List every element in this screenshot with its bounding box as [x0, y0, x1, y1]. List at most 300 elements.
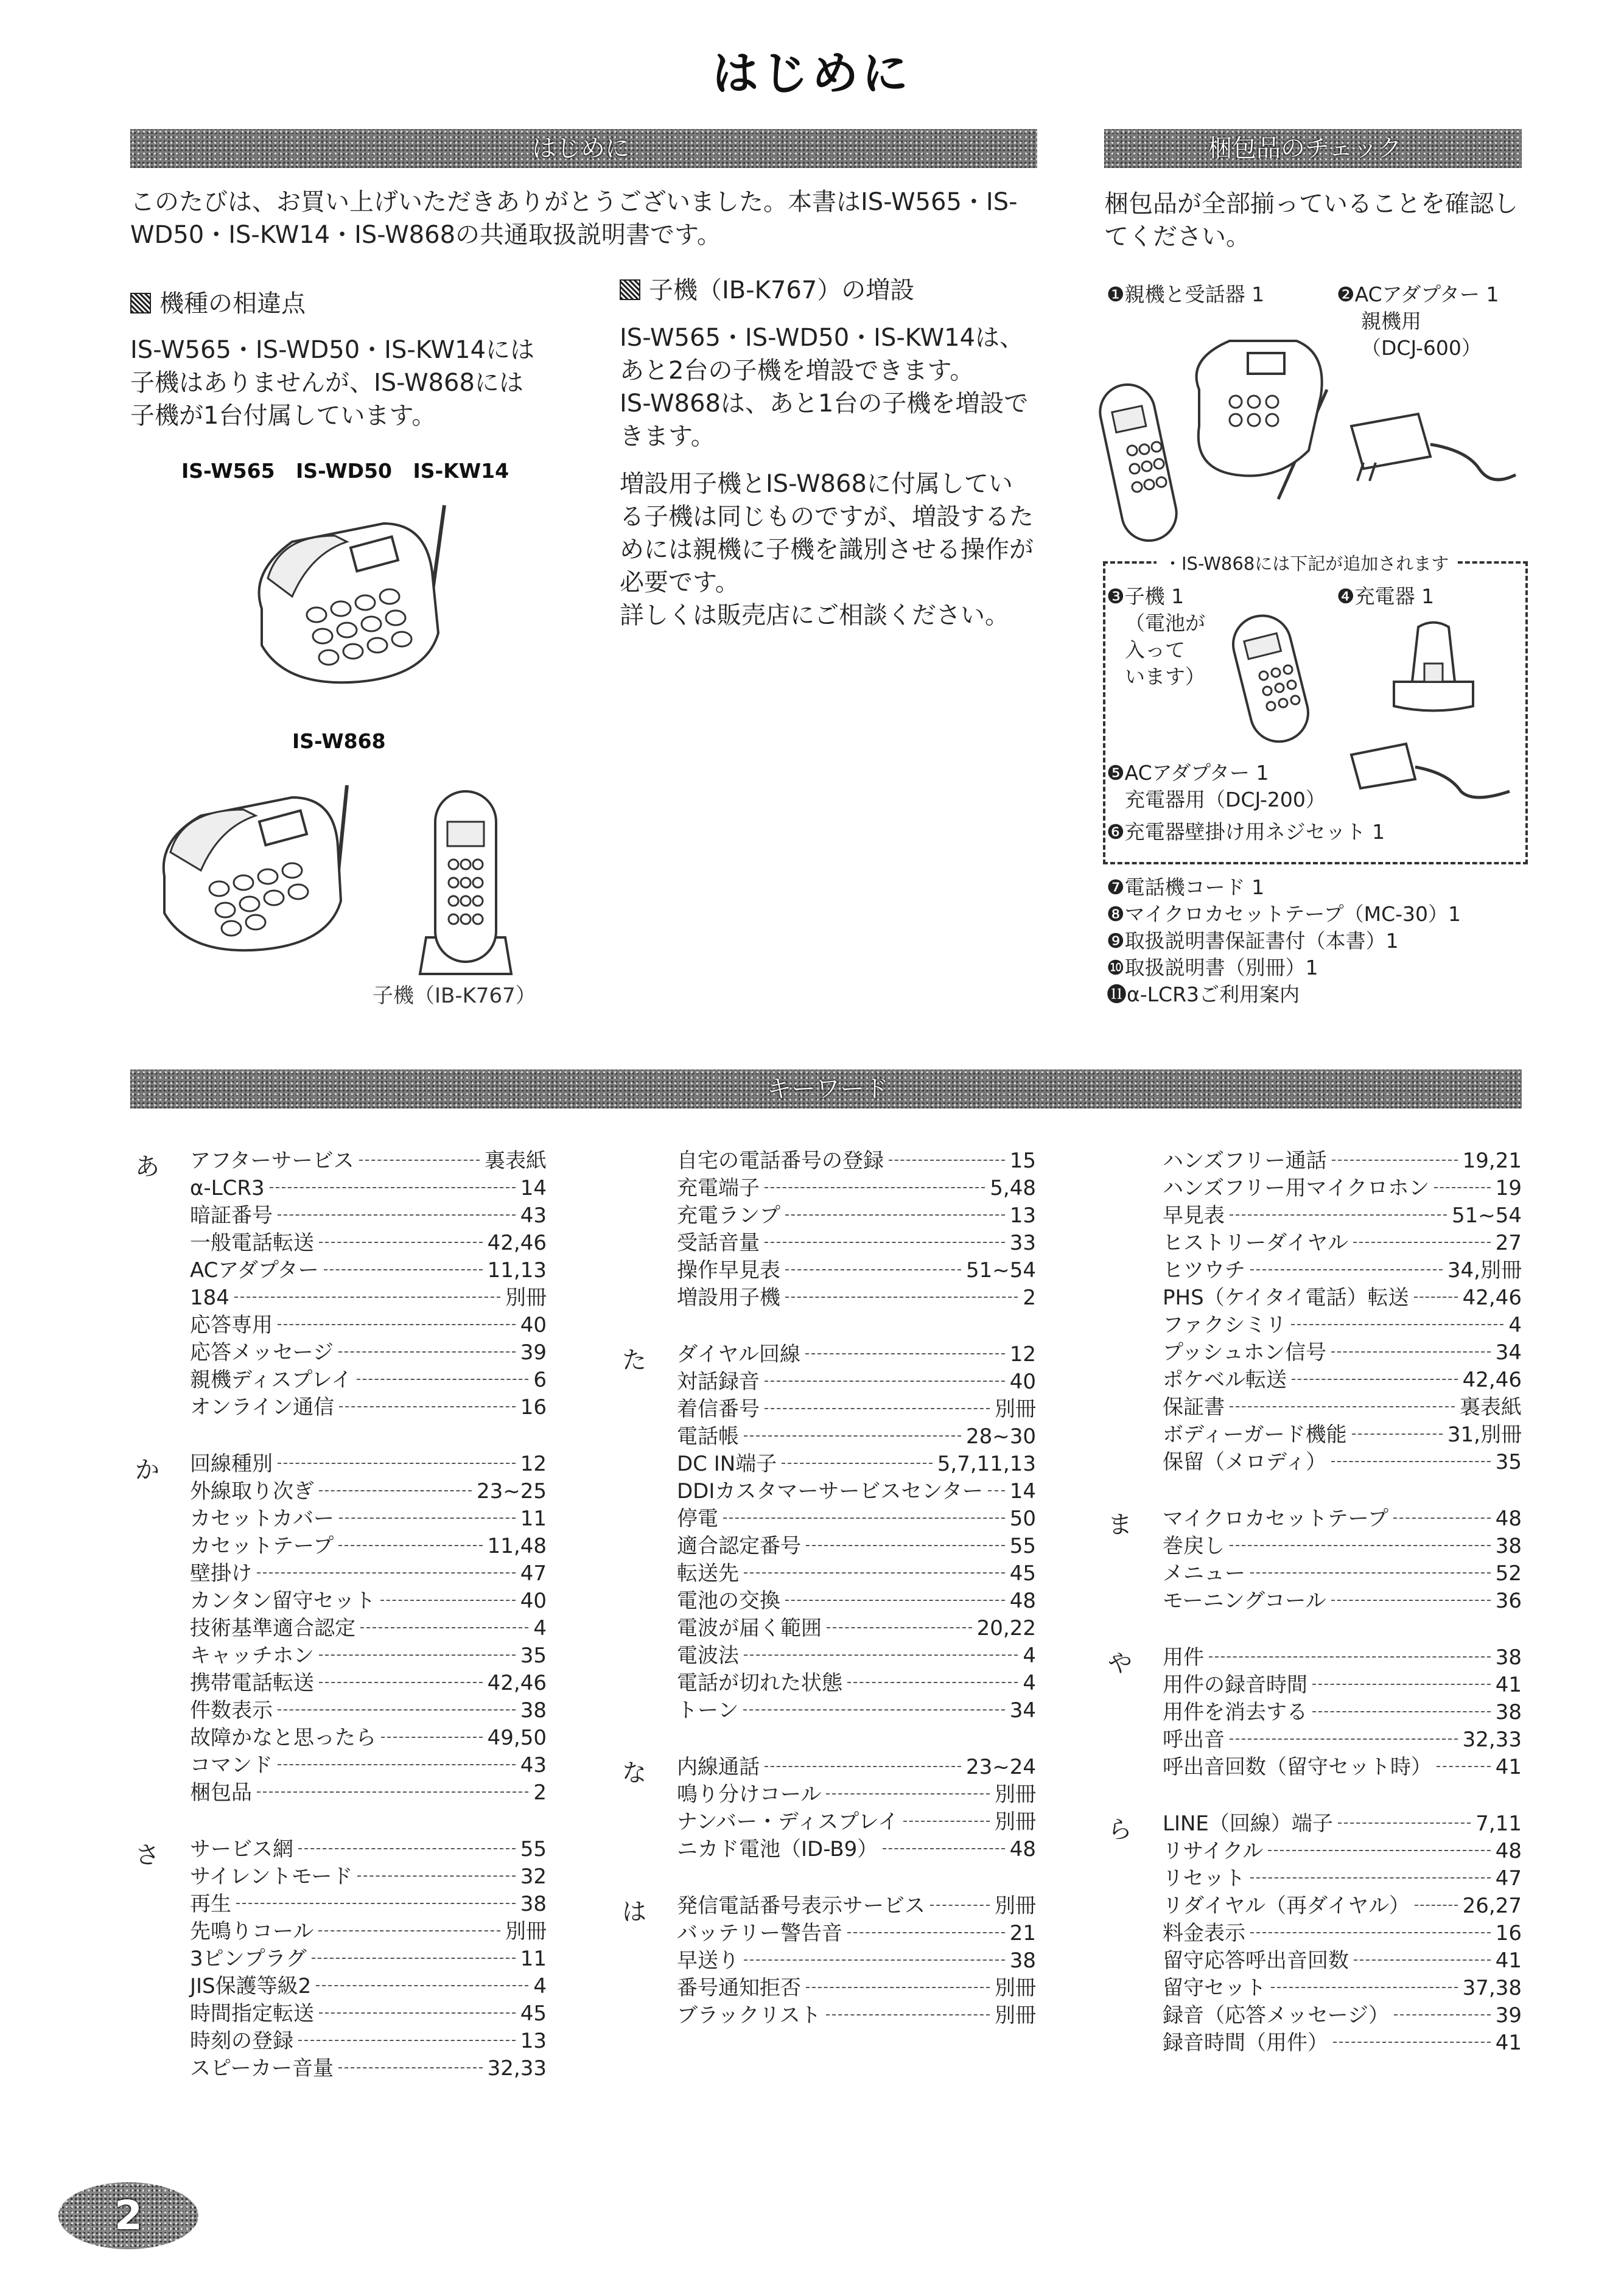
keyword-page-ref: 39 [520, 1340, 547, 1365]
keyword-entry [1163, 1975, 1522, 2002]
leader-dots [324, 1269, 483, 1270]
keyword-entry [677, 1947, 1036, 1975]
keyword-term: 電話が切れた状態 [677, 1671, 842, 1695]
keyword-term: α-LCR3 [190, 1176, 265, 1200]
leader-dots [1271, 1987, 1458, 1988]
keyword-term: 用件の録音時間 [1163, 1673, 1307, 1697]
keyword-page-ref: 35 [520, 1644, 547, 1668]
keyword-page-ref: 6 [533, 1368, 547, 1392]
leader-dots [316, 1985, 528, 1986]
leader-dots [1352, 1434, 1443, 1435]
keyword-entry [1163, 1257, 1522, 1284]
keyword-term: 梱包品 [190, 1781, 252, 1805]
leader-dots [360, 1627, 528, 1628]
leader-dots [338, 1351, 516, 1353]
leader-dots [785, 1600, 1005, 1601]
keyword-term: 再生 [190, 1892, 231, 1916]
keyword-page-ref: 38 [520, 1892, 547, 1916]
leader-dots [318, 1930, 500, 1931]
keyword-entry [190, 1670, 547, 1697]
keyword-page-ref: 27 [1495, 1231, 1522, 1255]
keyword-term: 応答メッセージ [190, 1340, 334, 1365]
keyword-page-ref: 40 [520, 1313, 547, 1337]
keyword-entry [1163, 1838, 1522, 1865]
keyword-page-ref: 33 [1009, 1231, 1036, 1255]
keyword-page-ref: 別冊 [995, 2003, 1036, 2028]
keyword-entry [677, 1615, 1036, 1642]
keyword-term: リダイヤル（再ダイヤル） [1163, 1894, 1410, 1918]
keyword-term: ハンズフリー用マイクロホン [1163, 1176, 1430, 1200]
intro-section-title: はじめに [532, 135, 629, 163]
leader-dots [319, 2012, 516, 2014]
keyword-page-ref: 51~54 [965, 1258, 1036, 1283]
keyword-entry [1163, 1449, 1522, 1476]
keyword-entry [1163, 1726, 1522, 1754]
keyword-page-ref: 42,46 [1462, 1286, 1522, 1310]
keyword-term: 一般電話転送 [190, 1231, 314, 1255]
leader-dots [1354, 1959, 1491, 1961]
keyword-page-ref: 38 [520, 1698, 547, 1723]
keyword-term: 対話録音 [677, 1370, 760, 1394]
keyword-page-ref: 20,22 [976, 1616, 1036, 1640]
keyword-term: 早見表 [1163, 1203, 1225, 1228]
keyword-entry [190, 1945, 547, 1973]
keyword-page-ref: 4 [1508, 1313, 1522, 1337]
keyword-page-ref: 55 [520, 1837, 547, 1861]
page-title: はじめに [712, 46, 912, 100]
leader-dots [806, 1545, 1005, 1546]
keyword-entry [190, 1836, 547, 1863]
leader-dots [1331, 1600, 1491, 1601]
package-section-bar [1104, 129, 1522, 168]
keyword-group [1108, 1147, 1522, 1476]
leader-dots [1250, 1572, 1491, 1574]
keyword-page-ref: 13 [520, 2029, 547, 2053]
leader-dots [319, 1682, 483, 1683]
package-item-6: ❻充電器壁掛け用ネジセット 1 [1107, 820, 1385, 844]
keyword-term: 電池の交換 [677, 1589, 780, 1613]
models-diff-text: IS-W565・IS-WD50・IS-KW14には 子機はありませんが、IS-W868には 子機が1台付属しています。 [130, 336, 535, 430]
keyword-entry [190, 1284, 547, 1312]
handset-caption: 子機（IB-K767） [373, 984, 536, 1008]
keyword-page-ref: 40 [520, 1589, 547, 1613]
package-intro: 梱包品が全部揃っていることを確認し てください。 [1104, 190, 1518, 251]
leader-dots [1230, 1406, 1455, 1407]
keyword-page-ref: 50 [1009, 1507, 1036, 1531]
keyword-entry [190, 1533, 547, 1560]
keyword-term: 用件 [1163, 1645, 1204, 1670]
keyword-page-ref: 48 [1495, 1839, 1522, 1863]
leader-dots [883, 1848, 1005, 1849]
keyword-entry [190, 1230, 547, 1257]
handset-illustration [1217, 609, 1333, 749]
leader-dots [1393, 1518, 1491, 1519]
keyword-term: 録音（応答メッセージ） [1163, 2003, 1389, 2028]
leader-dots [723, 1518, 1005, 1519]
keyword-term: PHS（ケイタイ電話）転送 [1163, 1286, 1409, 1310]
keyword-entry [190, 1175, 547, 1202]
keyword-term: DDIカスタマーサービスセンター [677, 1479, 984, 1504]
keyword-group [622, 1893, 1036, 2029]
keyword-page-ref: 34 [1495, 1340, 1522, 1365]
leader-dots [744, 1572, 1005, 1574]
keyword-group [1108, 1505, 1522, 1615]
keyword-term: ブラックリスト [677, 2003, 821, 2028]
keyword-page-ref: 2 [533, 1781, 547, 1805]
keyword-kana-heading: か [135, 1456, 159, 1484]
keyword-term: 電話帳 [677, 1424, 739, 1449]
leader-dots [1230, 1214, 1447, 1216]
ac-adapter-illustration [1333, 402, 1522, 505]
package-item-5: ❺ACアダプター 1 充電器用（DCJ-200） [1107, 761, 1326, 811]
leader-dots [765, 1408, 990, 1409]
keyword-entry [1163, 1672, 1522, 1699]
keyword-term: ヒツウチ [1163, 1258, 1245, 1283]
keyword-term: DC IN端子 [677, 1452, 777, 1476]
keyword-page-ref: 別冊 [995, 1782, 1036, 1807]
keyword-entry [1163, 2029, 1522, 2057]
keyword-entry [677, 1396, 1036, 1423]
leader-dots [847, 1682, 1018, 1683]
leader-dots [765, 1381, 1005, 1382]
keyword-entry [677, 1147, 1036, 1175]
keyword-entry [677, 1451, 1036, 1478]
heading-marker-icon [130, 293, 151, 313]
keyword-term: リセット [1163, 1866, 1245, 1891]
keyword-entry [1163, 1312, 1522, 1339]
keyword-entry [1163, 1865, 1522, 1893]
leader-dots [903, 1821, 990, 1822]
keyword-page-ref: 4 [533, 1616, 547, 1640]
leader-dots [1292, 1379, 1458, 1380]
leader-dots [930, 1905, 990, 1906]
keyword-group [135, 1451, 547, 1807]
keyword-kana-heading: や [1108, 1650, 1132, 1678]
leader-dots [765, 1242, 1005, 1243]
leader-dots [1414, 1297, 1458, 1298]
keyword-kana-heading: は [622, 1898, 646, 1926]
keyword-page-ref: 47 [520, 1561, 547, 1586]
keyword-term: 外線取り次ぎ [190, 1479, 314, 1504]
keyword-entry [677, 1670, 1036, 1697]
leader-dots [381, 1737, 483, 1738]
charger-illustration [1382, 615, 1485, 718]
keyword-entry [190, 1147, 547, 1175]
keyword-term: リサイクル [1163, 1839, 1264, 1863]
keyword-entry [677, 2002, 1036, 2029]
leader-dots [359, 1160, 480, 1161]
keyword-entry [677, 1533, 1036, 1560]
keyword-entry [677, 1975, 1036, 2002]
keyword-term: プッシュホン信号 [1163, 1340, 1326, 1365]
leader-dots [1312, 1711, 1491, 1712]
leader-dots [278, 1214, 516, 1216]
package-item-1: ❶親機と受話器 1 [1107, 282, 1265, 306]
keyword-page-ref: 19,21 [1462, 1149, 1522, 1173]
keyword-term: 応答専用 [190, 1313, 273, 1337]
keyword-entry [1163, 2002, 1522, 2029]
keyword-term: 操作早見表 [677, 1258, 780, 1283]
keyword-section-title: キーワード [767, 1075, 889, 1103]
handset-add-para1: IS-W565・IS-WD50・IS-KW14は、 あと2台の子機を増設できます。 IS-W868は、あと1台の子機を増設で きます。 [620, 324, 1029, 450]
leader-dots [278, 1463, 516, 1464]
keyword-term: カセットテープ [190, 1534, 334, 1558]
keyword-page-ref: 45 [1009, 1561, 1036, 1586]
keyword-page-ref: 32,33 [487, 2056, 547, 2081]
keyword-page-ref: 48 [1009, 1837, 1036, 1861]
keyword-entry [190, 1752, 547, 1779]
leader-dots [357, 1379, 528, 1380]
keyword-group [135, 1147, 547, 1421]
keyword-page-ref: 41 [1495, 1949, 1522, 1973]
keyword-page-ref: 別冊 [505, 1286, 547, 1310]
leader-dots [826, 2014, 990, 2015]
keyword-term: 暗証番号 [190, 1203, 273, 1228]
leader-dots [1250, 1877, 1491, 1879]
leader-dots [744, 1435, 961, 1437]
keyword-entry [677, 1478, 1036, 1505]
keyword-page-ref: 12 [1009, 1342, 1036, 1367]
keyword-term: 鳴り分けコール [677, 1782, 822, 1807]
keyword-entry [677, 1697, 1036, 1725]
keyword-entry [677, 1368, 1036, 1396]
keyword-entry [1163, 1699, 1522, 1726]
leader-dots [257, 1572, 516, 1574]
keyword-term: 留守応答呼出音回数 [1163, 1949, 1349, 1973]
keyword-entry [1163, 1533, 1522, 1560]
keyword-entry [1163, 1202, 1522, 1230]
keyword-term: 壁掛け [190, 1561, 252, 1586]
keyword-page-ref: 別冊 [995, 1894, 1036, 1918]
intro-line: このたびは、お買い上げいただきありがとうございました。本書はIS-W565・IS- [130, 188, 1018, 216]
keyword-term: 時刻の登録 [190, 2029, 293, 2053]
keyword-entry [190, 1312, 547, 1339]
leader-dots [298, 2040, 516, 2041]
list-item: ⓫α-LCR3ご利用案内 [1107, 982, 1300, 1006]
keyword-term: 先鳴りコール [190, 1919, 314, 1944]
leader-dots [1250, 1932, 1491, 1933]
keyword-page-ref: 41 [1495, 2031, 1522, 2055]
handset-add-para2: 増設用子機とIS-W868に付属してい る子機は同じものですが、増設するた めには親機に子機を識別させる操作が 必要です。 詳しくは販売店にご相談ください。 [620, 470, 1034, 629]
keyword-term: 留守セット [1163, 1976, 1266, 2000]
keyword-term: 故障かなと思ったら [190, 1726, 376, 1750]
keyword-entry [190, 1257, 547, 1284]
leader-dots [765, 1187, 985, 1188]
leader-dots [1291, 1324, 1503, 1325]
keyword-entry [677, 1257, 1036, 1284]
keyword-term: マイクロカセットテープ [1163, 1507, 1388, 1531]
keyword-page-ref: 14 [520, 1176, 547, 1200]
keyword-page-ref: 21 [1009, 1921, 1036, 1945]
keyword-page-ref: 11 [520, 1507, 547, 1531]
keyword-entry [1163, 1588, 1522, 1615]
leader-dots [357, 1875, 515, 1877]
keyword-term: 料金表示 [1163, 1921, 1245, 1945]
keyword-term: 発信電話番号表示サービス [677, 1894, 925, 1918]
leader-dots [319, 1490, 472, 1491]
leader-dots [278, 1324, 516, 1325]
keyword-entry [190, 1339, 547, 1367]
leader-dots [319, 1654, 516, 1656]
keyword-term: オンライン通信 [190, 1395, 334, 1420]
keyword-term: 技術基準適合認定 [190, 1616, 355, 1640]
keyword-term: 用件を消去する [1163, 1700, 1307, 1725]
keyword-group [622, 1754, 1036, 1863]
keyword-entry [1163, 1560, 1522, 1588]
leader-dots [298, 1848, 516, 1849]
leader-dots [1394, 2014, 1491, 2015]
keyword-page-ref: 34 [1009, 1698, 1036, 1723]
keyword-page-ref: 裏表紙 [485, 1149, 547, 1173]
keyword-entry [190, 1615, 547, 1642]
keyword-kana-heading: ら [1108, 1816, 1132, 1844]
leader-dots [312, 1958, 516, 1959]
keyword-term: 件数表示 [190, 1698, 273, 1723]
package-item-2: ❷ACアダプター 1 親機用 （DCJ-600） [1337, 282, 1499, 360]
keyword-page-ref: 5,7,11,13 [937, 1452, 1036, 1476]
keyword-page-ref: 40 [1009, 1370, 1036, 1394]
leader-dots [1415, 1905, 1458, 1906]
leader-dots [319, 1242, 483, 1243]
keyword-entry [1163, 1893, 1522, 1920]
page-number: 2 [58, 2182, 198, 2249]
keyword-term: 電波が届く範囲 [677, 1616, 822, 1640]
keyword-term: 着信番号 [677, 1397, 760, 1421]
keyword-page-ref: 38 [1495, 1645, 1522, 1670]
keyword-page-ref: 23~24 [965, 1755, 1036, 1779]
keyword-term: ニカド電池（ID-B9） [677, 1837, 878, 1861]
leader-dots [380, 1600, 516, 1601]
leader-dots [1353, 1242, 1491, 1243]
package-other-items [1107, 874, 1461, 1008]
keyword-entry [190, 1560, 547, 1588]
keyword-page-ref: 38 [1495, 1534, 1522, 1558]
keyword-entry [190, 2028, 547, 2055]
leader-dots [257, 1791, 528, 1793]
keyword-entry [190, 1642, 547, 1670]
leader-dots [889, 1160, 1005, 1161]
keyword-page-ref: 13 [1009, 1203, 1036, 1228]
models-diff-heading: 機種の相違点 [130, 287, 306, 320]
leader-dots [782, 1463, 933, 1464]
leader-dots [743, 1709, 1004, 1711]
keyword-entry [677, 1202, 1036, 1230]
keyword-page-ref: 28~30 [965, 1424, 1036, 1449]
leader-dots [270, 1187, 516, 1188]
leader-dots [339, 1406, 516, 1407]
keyword-group [135, 1836, 547, 2082]
keyword-entry [1163, 1339, 1522, 1367]
keyword-kana-heading: ま [1108, 1511, 1132, 1539]
keyword-term: 呼出音 [1163, 1728, 1225, 1752]
keyword-page-ref: 49,50 [487, 1726, 547, 1750]
keyword-section-bar [130, 1070, 1522, 1108]
keyword-page-ref: 48 [1495, 1507, 1522, 1531]
keyword-entry [1163, 1810, 1522, 1838]
keyword-page-ref: 41 [1495, 1755, 1522, 1779]
keyword-page-ref: 別冊 [505, 1919, 547, 1944]
keyword-entry [677, 1642, 1036, 1670]
keyword-kana-heading: さ [135, 1841, 159, 1869]
keyword-entry [190, 1779, 547, 1807]
keyword-term: ナンバー・ディスプレイ [677, 1810, 899, 1834]
keyword-entry [677, 1284, 1036, 1312]
keyword-entry [677, 1781, 1036, 1809]
keyword-page-ref: 34,別冊 [1447, 1258, 1522, 1283]
keyword-entry [1163, 1920, 1522, 1947]
intro-paragraph [130, 186, 1043, 251]
intro-section-bar [130, 129, 1037, 168]
keyword-page-ref: 42,46 [1462, 1368, 1522, 1392]
keyword-page-ref: 42,46 [487, 1671, 547, 1695]
keyword-column-1 [135, 1147, 547, 2112]
keyword-page-ref: 43 [520, 1203, 547, 1228]
keyword-page-ref: 47 [1495, 1866, 1522, 1891]
keyword-page-ref: 31,別冊 [1447, 1423, 1522, 1447]
keyword-page-ref: 43 [520, 1753, 547, 1777]
keyword-entry [190, 1505, 547, 1533]
keyword-entry [1163, 1284, 1522, 1312]
leader-dots [785, 1269, 961, 1270]
keyword-group [622, 1341, 1036, 1725]
keyword-entry [677, 1809, 1036, 1836]
keyword-page-ref: 36 [1495, 1589, 1522, 1613]
keyword-entry [1163, 1505, 1522, 1533]
keyword-term: ヒストリーダイヤル [1163, 1231, 1348, 1255]
package-item-3: ❸子機 1 （電池が 入って います） [1107, 584, 1205, 688]
list-item: ❾取扱説明書保証書付（本書）1 [1107, 929, 1399, 953]
keyword-page-ref: 41 [1495, 1673, 1522, 1697]
list-item: ❿取扱説明書（別冊）1 [1107, 956, 1318, 979]
keyword-page-ref: 16 [520, 1395, 547, 1420]
keyword-page-ref: 52 [1495, 1561, 1522, 1586]
keyword-term: 呼出音回数（留守セット時） [1163, 1755, 1432, 1779]
w868-base-illustration [152, 773, 408, 968]
keyword-page-ref: 15 [1009, 1149, 1036, 1173]
keyword-term: 電波法 [677, 1644, 739, 1668]
leader-dots [1268, 1850, 1490, 1851]
leader-dots [278, 1764, 516, 1765]
package-section-title: 梱包品のチェック [1208, 135, 1402, 163]
keyword-page-ref: 14 [1009, 1479, 1036, 1504]
keyword-entry [677, 1560, 1036, 1588]
keyword-entry [677, 1836, 1036, 1863]
keyword-entry [1163, 1147, 1522, 1175]
keyword-term: 停電 [677, 1507, 718, 1531]
keyword-term: ハンズフリー通話 [1163, 1149, 1327, 1173]
leader-dots [1437, 1766, 1491, 1767]
base-phone-illustration [243, 499, 487, 700]
keyword-term: 184 [190, 1286, 229, 1310]
keyword-page-ref: 4 [1023, 1644, 1036, 1668]
keyword-term: 充電ランプ [677, 1203, 780, 1228]
keyword-term: 携帯電話転送 [190, 1671, 314, 1695]
w868-extras-note: ・IS-W868には下記が追加されます [1157, 550, 1456, 575]
keyword-page-ref: 51~54 [1451, 1203, 1522, 1228]
keyword-kana-heading: あ [135, 1153, 159, 1181]
keyword-entry [677, 1423, 1036, 1451]
heading-marker-icon [620, 279, 640, 300]
list-item: ❼電話機コード 1 [1107, 875, 1265, 899]
keyword-page-ref: 2 [1023, 1286, 1036, 1310]
package-phone-illustration [1096, 317, 1351, 548]
keyword-page-ref: 11,48 [487, 1534, 547, 1558]
keyword-term: 録音時間（用件） [1163, 2031, 1328, 2055]
handset-on-charger-illustration [414, 785, 517, 986]
leader-dots [1338, 1823, 1471, 1824]
keyword-page-ref: 39 [1495, 2003, 1522, 2028]
keyword-term: JIS保護等級2 [190, 1974, 312, 1998]
